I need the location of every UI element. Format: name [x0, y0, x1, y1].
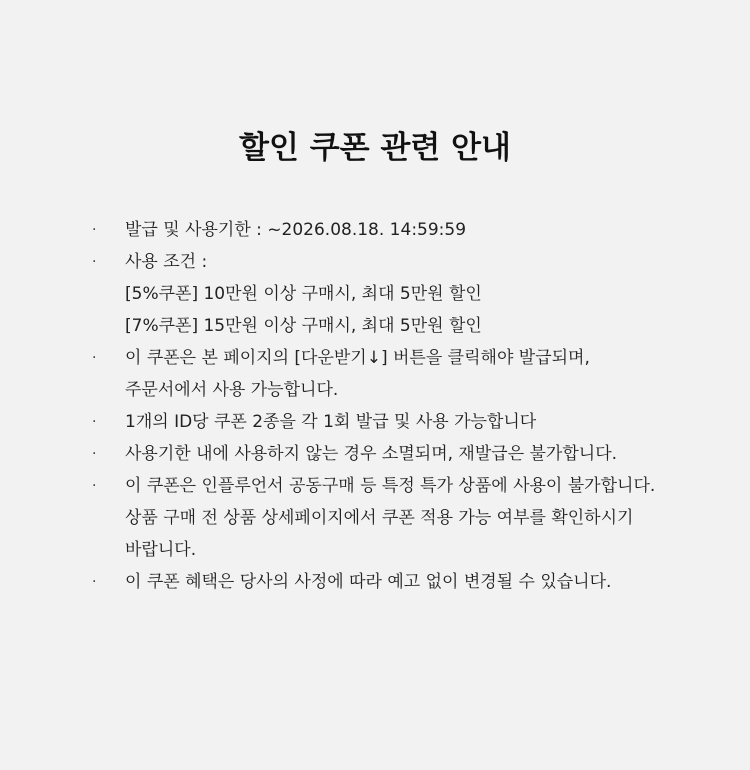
bullet-icon: ·: [92, 574, 97, 590]
coupon-condition-5: [5%쿠폰] 10만원 이상 구매시, 최대 5만원 할인: [125, 284, 482, 304]
item-text: 사용 조건 :: [125, 252, 208, 272]
item-text-continued: 상품 구매 전 상품 상세페이지에서 쿠폰 적용 가능 여부를 확인하시기: [125, 508, 634, 528]
item-text-continued: 주문서에서 사용 가능합니다.: [125, 380, 339, 400]
coupon-condition-7: [7%쿠폰] 15만원 이상 구매시, 최대 5만원 할인: [125, 316, 482, 336]
list-item: [0, 406, 750, 438]
bullet-icon: ·: [92, 478, 97, 494]
item-text: 1개의 ID당 쿠폰 2종을 각 1회 발급 및 사용 가능합니다: [125, 412, 537, 432]
notice-list: [0, 214, 750, 598]
item-text: 발급 및 사용기한 : ~2026.08.18. 14:59:59: [125, 220, 467, 240]
list-item: [0, 438, 750, 470]
list-item: [0, 342, 750, 406]
list-item: [0, 566, 750, 598]
list-item: [0, 470, 750, 566]
bullet-icon: ·: [92, 414, 97, 430]
bullet-icon: ·: [92, 222, 97, 238]
item-text: 이 쿠폰은 인플루언서 공동구매 등 특정 특가 상품에 사용이 불가합니다.: [125, 476, 656, 496]
item-text: 사용기한 내에 사용하지 않는 경우 소멸되며, 재발급은 불가합니다.: [125, 444, 618, 464]
list-item: [0, 246, 750, 342]
item-text: 이 쿠폰은 본 페이지의 [다운받기↓] 버튼을 클릭해야 발급되며,: [125, 348, 590, 368]
list-item: [0, 214, 750, 246]
bullet-icon: ·: [92, 254, 97, 270]
item-text: 이 쿠폰 혜택은 당사의 사정에 따라 예고 없이 변경될 수 있습니다.: [125, 572, 612, 592]
item-text-continued: 바랍니다.: [125, 540, 197, 560]
page-title: 할인 쿠폰 관련 안내: [239, 130, 511, 166]
bullet-icon: ·: [92, 350, 97, 366]
bullet-icon: ·: [92, 446, 97, 462]
